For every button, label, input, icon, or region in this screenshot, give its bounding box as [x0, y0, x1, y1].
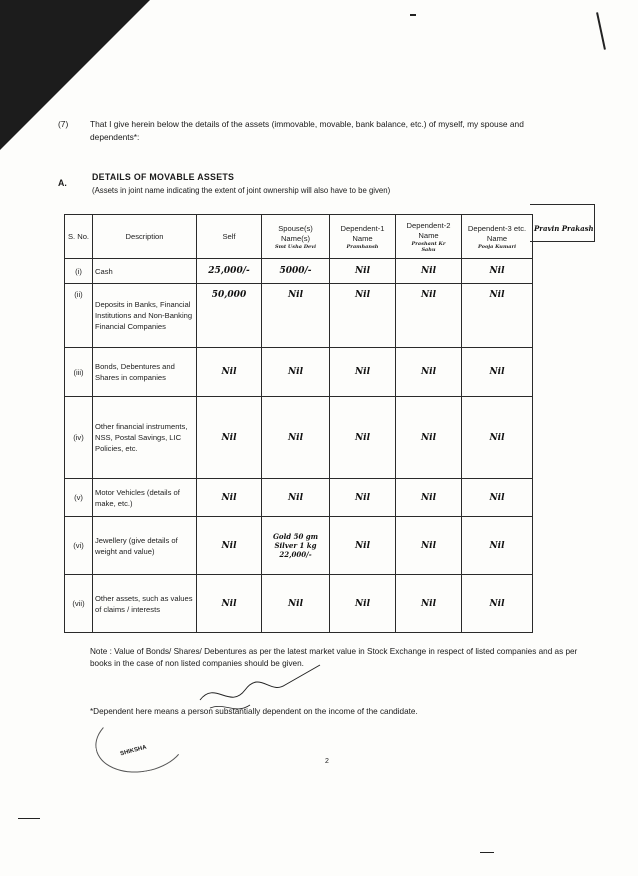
row-description: Jewellery (give details of weight and value) — [93, 517, 197, 575]
value-dep3: Nil — [489, 290, 505, 300]
header-sno: S. No. — [65, 215, 93, 259]
table-header-row — [65, 215, 533, 259]
cell-dep1 — [330, 259, 396, 284]
row-number: (v) — [65, 479, 93, 517]
cell-self — [197, 397, 262, 479]
value-dep2: Nil — [420, 540, 437, 551]
cell-self — [197, 259, 262, 284]
value-dep2: Nil — [420, 492, 437, 503]
cell-dep2 — [396, 284, 462, 348]
spouse-name: Smt Usha Devi — [274, 243, 317, 250]
value-dep1: Nil — [354, 432, 371, 443]
value-self: Nil — [221, 367, 237, 377]
value-spouse: Gold 50 gm Silver 1 kg 22,000/- — [272, 532, 319, 559]
value-spouse: Nil — [287, 432, 304, 443]
value-spouse: Nil — [287, 598, 304, 609]
cell-dep3 — [462, 517, 533, 575]
value-dep3: Nil — [489, 432, 505, 443]
value-dep3: Nil — [489, 540, 505, 551]
row-description: Deposits in Banks, Financial Institutions and Non-Banking Financial Companies — [93, 284, 197, 348]
value-dep2: Nil — [420, 598, 437, 609]
header-dependent-2 — [396, 215, 462, 259]
cell-dep1 — [330, 397, 396, 479]
dependent-3-name: Pooja Kumari — [477, 243, 517, 250]
scan-mark — [596, 12, 606, 50]
value-dep3: Nil — [489, 492, 505, 503]
header-spouse — [262, 215, 330, 259]
value-self: 50,000 — [211, 290, 247, 300]
cell-dep1 — [330, 479, 396, 517]
value-dep3: Nil — [489, 598, 505, 609]
row-number: (i) — [65, 259, 93, 284]
value-dep2: Nil — [420, 432, 437, 443]
row-description: Other financial instruments, NSS, Postal Savings, LIC Policies, etc. — [93, 397, 197, 479]
row-number: (ii) — [65, 284, 93, 348]
note-dependent-definition: *Dependent here means a person substantially dependent on the income of the candidate. — [90, 707, 418, 716]
section-subtitle: (Assets in joint name indicating the extent of joint ownership will also have to be given) — [92, 186, 391, 195]
row-number: (vi) — [65, 517, 93, 575]
header-description: Description — [93, 215, 197, 259]
value-self: Nil — [221, 598, 237, 609]
cell-dep3 — [462, 284, 533, 348]
page-number: 2 — [325, 758, 329, 765]
cell-self — [197, 348, 262, 397]
cell-self — [197, 284, 262, 348]
dependent-2-name-line2: Sahu — [421, 246, 436, 253]
row-description: Other assets, such as values of claims / interests — [93, 575, 197, 633]
intro-text: That I give herein below the details of the assets (immovable, movable, bank balance, etc.) of myself, my spouse and dependents*: — [90, 119, 524, 142]
extra-dependent-column — [530, 204, 595, 242]
scan-mark — [480, 852, 494, 853]
table-row — [65, 284, 533, 348]
table-row — [65, 575, 533, 633]
cell-dep3 — [462, 479, 533, 517]
header-dep3-label: Dependent-3 etc. Name — [467, 223, 527, 243]
section-letter: A. — [58, 178, 67, 188]
cell-spouse — [262, 284, 330, 348]
cell-dep2 — [396, 479, 462, 517]
value-dep1: Nil — [354, 540, 371, 551]
row-description: Motor Vehicles (details of make, etc.) — [93, 479, 197, 517]
row-number: (iii) — [65, 348, 93, 397]
value-dep3: Nil — [489, 367, 505, 377]
header-dependent-1 — [330, 215, 396, 259]
value-self: 25,000/- — [208, 266, 250, 276]
row-description: Bonds, Debentures and Shares in companies — [93, 348, 197, 397]
cell-dep1 — [330, 517, 396, 575]
row-number: (vii) — [65, 575, 93, 633]
value-dep1: Nil — [354, 290, 371, 300]
cell-self — [197, 517, 262, 575]
cell-self — [197, 575, 262, 633]
cell-dep3 — [462, 397, 533, 479]
cell-dep1 — [330, 284, 396, 348]
section-title: DETAILS OF MOVABLE ASSETS — [92, 172, 235, 182]
value-dep1: Nil — [354, 367, 371, 377]
value-dep1: Nil — [354, 266, 371, 276]
cell-dep2 — [396, 348, 462, 397]
cell-spouse — [262, 397, 330, 479]
row-description: Cash — [93, 259, 197, 284]
header-spouse-label: Spouse(s) Name(s) — [278, 223, 313, 243]
cell-spouse — [262, 575, 330, 633]
value-self: Nil — [221, 540, 237, 551]
header-self: Self — [197, 215, 262, 259]
value-dep3: Nil — [489, 266, 505, 276]
cell-spouse — [262, 259, 330, 284]
value-dep1: Nil — [354, 492, 371, 503]
value-spouse: Nil — [287, 290, 304, 300]
header-dep2-label: Dependent-2 Name — [406, 220, 451, 240]
cell-dep2 — [396, 259, 462, 284]
dependent-1-name: Pramhansh — [346, 243, 379, 250]
cell-spouse — [262, 348, 330, 397]
scan-mark — [410, 14, 416, 16]
intro-number: (7) — [58, 119, 69, 129]
header-dep1-label: Dependent-1 Name — [340, 223, 385, 243]
cell-dep3 — [462, 348, 533, 397]
table-row — [65, 348, 533, 397]
cell-dep2 — [396, 575, 462, 633]
cell-dep1 — [330, 575, 396, 633]
value-spouse: Nil — [287, 492, 304, 503]
table-row — [65, 259, 533, 284]
value-spouse: 5000/- — [279, 266, 312, 276]
cell-spouse — [262, 517, 330, 575]
header-dependent-3 — [462, 215, 533, 259]
value-dep2: Nil — [420, 266, 437, 276]
cell-dep3 — [462, 259, 533, 284]
cell-dep2 — [396, 517, 462, 575]
row-number: (iv) — [65, 397, 93, 479]
cell-dep1 — [330, 348, 396, 397]
table-row — [65, 397, 533, 479]
value-dep2: Nil — [420, 290, 437, 300]
value-dep1: Nil — [354, 598, 371, 609]
value-self: Nil — [221, 432, 237, 443]
table-row — [65, 517, 533, 575]
table-row — [65, 479, 533, 517]
value-dep2: Nil — [420, 367, 437, 377]
note-market-value: Note : Value of Bonds/ Shares/ Debentures as per the latest market value in Stock Exchange in respect of listed companies and as per books in the case of non listed companies should be given. — [90, 647, 578, 668]
scan-mark — [18, 818, 40, 819]
cell-spouse — [262, 479, 330, 517]
dependent-2-name: Prashant Kr — [411, 240, 446, 247]
cell-self — [197, 479, 262, 517]
stamp-seal-text: SHIKSHA — [119, 744, 148, 758]
cell-dep3 — [462, 575, 533, 633]
extra-dependent-name: Pravin Prakash — [534, 224, 594, 233]
cell-dep2 — [396, 397, 462, 479]
value-self: Nil — [221, 492, 237, 503]
movable-assets-table — [64, 214, 533, 633]
value-spouse: Nil — [287, 367, 304, 377]
